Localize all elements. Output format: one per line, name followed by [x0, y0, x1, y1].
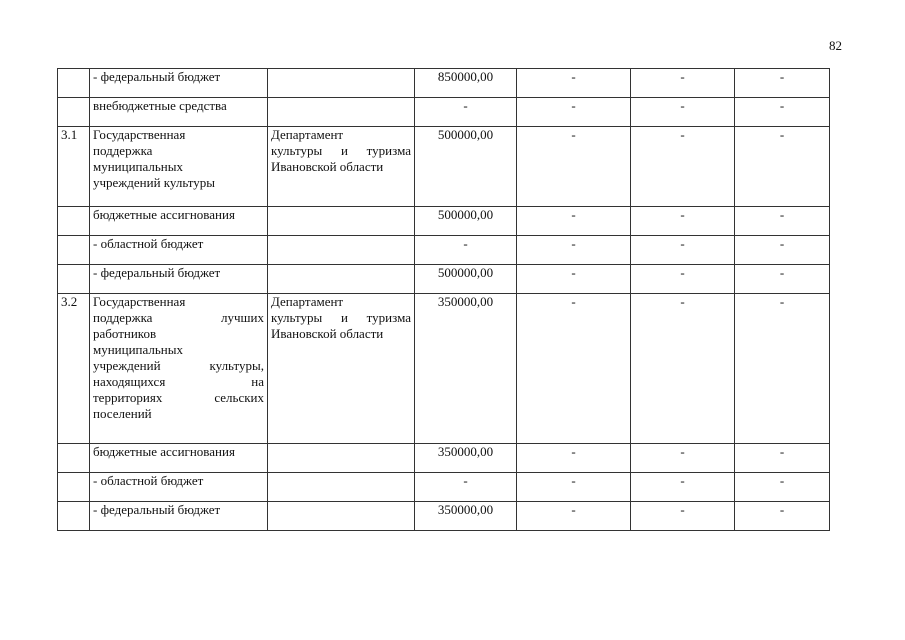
- name-line: поддержка: [93, 143, 153, 158]
- name-line: учреждений культуры: [93, 175, 216, 190]
- value-cell: -: [735, 444, 830, 473]
- value-cell: -: [735, 127, 830, 207]
- table-row: [58, 502, 830, 531]
- value-cell: 850000,00: [415, 69, 517, 98]
- executor-line: Департамент: [271, 127, 344, 142]
- row-executor: [268, 236, 415, 265]
- value-cell: -: [631, 502, 735, 531]
- table-row: [58, 265, 830, 294]
- value-cell: -: [735, 207, 830, 236]
- row-name: бюджетные ассигнования: [90, 207, 268, 236]
- row-number: [58, 265, 90, 294]
- name-line: работников: [93, 326, 157, 341]
- name-line: учреждений культуры,: [93, 358, 264, 373]
- value-cell: -: [735, 294, 830, 444]
- table-row: [58, 207, 830, 236]
- row-name: - областной бюджет: [90, 236, 268, 265]
- executor-line: Департамент: [271, 294, 344, 309]
- value-cell: 350000,00: [415, 294, 517, 444]
- row-executor: [268, 207, 415, 236]
- row-executor: [268, 98, 415, 127]
- row-executor: [268, 473, 415, 502]
- value-cell: -: [517, 98, 631, 127]
- row-executor: [268, 444, 415, 473]
- row-number: 3.2: [58, 294, 90, 444]
- table-row: [58, 444, 830, 473]
- value-cell: -: [631, 294, 735, 444]
- value-cell: -: [517, 236, 631, 265]
- value-cell: -: [517, 265, 631, 294]
- row-executor: [268, 294, 415, 444]
- row-name: бюджетные ассигнования: [90, 444, 268, 473]
- page-number: 82: [829, 38, 842, 53]
- value-cell: 500000,00: [415, 207, 517, 236]
- row-executor: [268, 127, 415, 207]
- row-name: - федеральный бюджет: [90, 265, 268, 294]
- row-name: внебюджетные средства: [90, 98, 268, 127]
- row-number: [58, 236, 90, 265]
- name-line: муниципальных: [93, 159, 184, 174]
- value-cell: -: [517, 69, 631, 98]
- value-cell: -: [735, 236, 830, 265]
- row-number: [58, 473, 90, 502]
- value-cell: -: [631, 265, 735, 294]
- value-cell: -: [631, 98, 735, 127]
- value-cell: -: [415, 236, 517, 265]
- value-cell: -: [735, 473, 830, 502]
- row-name: - федеральный бюджет: [90, 502, 268, 531]
- executor-line: культуры и туризма: [271, 143, 411, 158]
- row-name: - областной бюджет: [90, 473, 268, 502]
- row-number: [58, 69, 90, 98]
- value-cell: 350000,00: [415, 502, 517, 531]
- name-line: территориях сельских: [93, 390, 264, 405]
- executor-line: Ивановской области: [271, 326, 384, 341]
- value-cell: -: [631, 444, 735, 473]
- value-cell: -: [631, 207, 735, 236]
- name-line: Государственная: [93, 294, 186, 309]
- row-name: [90, 127, 268, 207]
- name-line: муниципальных: [93, 342, 184, 357]
- value-cell: -: [631, 69, 735, 98]
- table-row: [58, 127, 830, 207]
- value-cell: 350000,00: [415, 444, 517, 473]
- executor-line: Ивановской области: [271, 159, 384, 174]
- table-row: [58, 236, 830, 265]
- value-cell: -: [517, 294, 631, 444]
- value-cell: -: [735, 502, 830, 531]
- value-cell: 500000,00: [415, 127, 517, 207]
- row-name: [90, 294, 268, 444]
- table-row: [58, 473, 830, 502]
- value-cell: -: [517, 444, 631, 473]
- row-number: [58, 444, 90, 473]
- name-line: поддержка лучших: [93, 310, 264, 325]
- budget-table: [57, 68, 830, 531]
- value-cell: -: [735, 69, 830, 98]
- value-cell: -: [735, 98, 830, 127]
- value-cell: -: [517, 473, 631, 502]
- value-cell: -: [735, 265, 830, 294]
- name-line: поселений: [93, 406, 152, 421]
- value-cell: -: [631, 236, 735, 265]
- table-row: [58, 98, 830, 127]
- value-cell: -: [517, 502, 631, 531]
- value-cell: -: [631, 127, 735, 207]
- name-line: находящихся на: [93, 374, 264, 389]
- name-line: Государственная: [93, 127, 186, 142]
- value-cell: 500000,00: [415, 265, 517, 294]
- row-number: [58, 207, 90, 236]
- value-cell: -: [415, 98, 517, 127]
- row-number: [58, 98, 90, 127]
- row-executor: [268, 265, 415, 294]
- value-cell: -: [517, 207, 631, 236]
- row-executor: [268, 69, 415, 98]
- executor-line: культуры и туризма: [271, 310, 411, 325]
- value-cell: -: [631, 473, 735, 502]
- row-number: 3.1: [58, 127, 90, 207]
- row-number: [58, 502, 90, 531]
- value-cell: -: [517, 127, 631, 207]
- table-row: [58, 69, 830, 98]
- row-executor: [268, 502, 415, 531]
- table-row: [58, 294, 830, 444]
- row-name: - федеральный бюджет: [90, 69, 268, 98]
- value-cell: -: [415, 473, 517, 502]
